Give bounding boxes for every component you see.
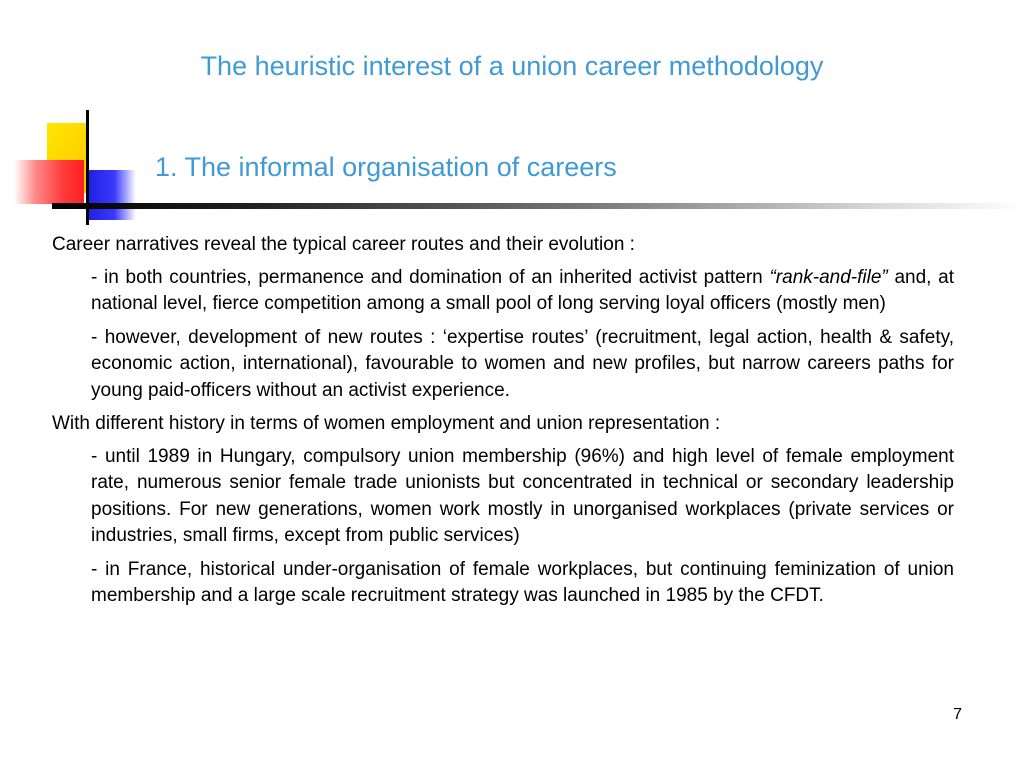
- page-number: 7: [953, 706, 962, 723]
- sub-bullet-new-routes: - however, development of new routes : ‘expertise routes’ (recruitment, legal action, health & safety, economic action, international), favourable to women and new profiles, but narrow careers paths for young paid-officers without an activist experience.: [91, 326, 954, 401]
- slide-title: The heuristic interest of a union career methodology: [200, 51, 824, 81]
- bullet-different-history: With different history in terms of women employment and union representation :: [52, 413, 721, 434]
- sub-bullet-both-countries: [91, 265, 954, 318]
- title-divider-line: [52, 203, 1024, 209]
- sub-bullet-both-countries-text-end: and, at national level, fierce competition among a small pool of long serving loyal officers (mostly men): [91, 266, 954, 314]
- sub-bullet-hungary: - until 1989 in Hungary, compulsory union membership (96%) and high level of female employment rate, numerous senior female trade unionists but concentrated in technical or secondary leadership positions. For new generations, women work mostly in unorganised workplaces (private services or industries, small firms, except from public services): [91, 445, 954, 546]
- rank-and-file-term: “rank-and-file”: [769, 266, 888, 288]
- decorative-blue-square: [88, 170, 136, 220]
- sub-bullet-france: - in France, historical under-organisation of female workplaces, but continuing feminization of union membership and a large scale recruitment strategy was launched in 1985 by the CFDT.: [91, 558, 954, 606]
- bullet-career-narratives: Career narratives reveal the typical career routes and their evolution :: [52, 234, 635, 255]
- slide-subtitle: 1. The informal organisation of careers: [155, 152, 617, 182]
- sub-bullet-both-countries-text-start: - in both countries, permanence and domination of an inherited activist pattern: [91, 266, 770, 288]
- decorative-red-gradient-bar: [14, 160, 84, 204]
- slide-body: [52, 232, 954, 617]
